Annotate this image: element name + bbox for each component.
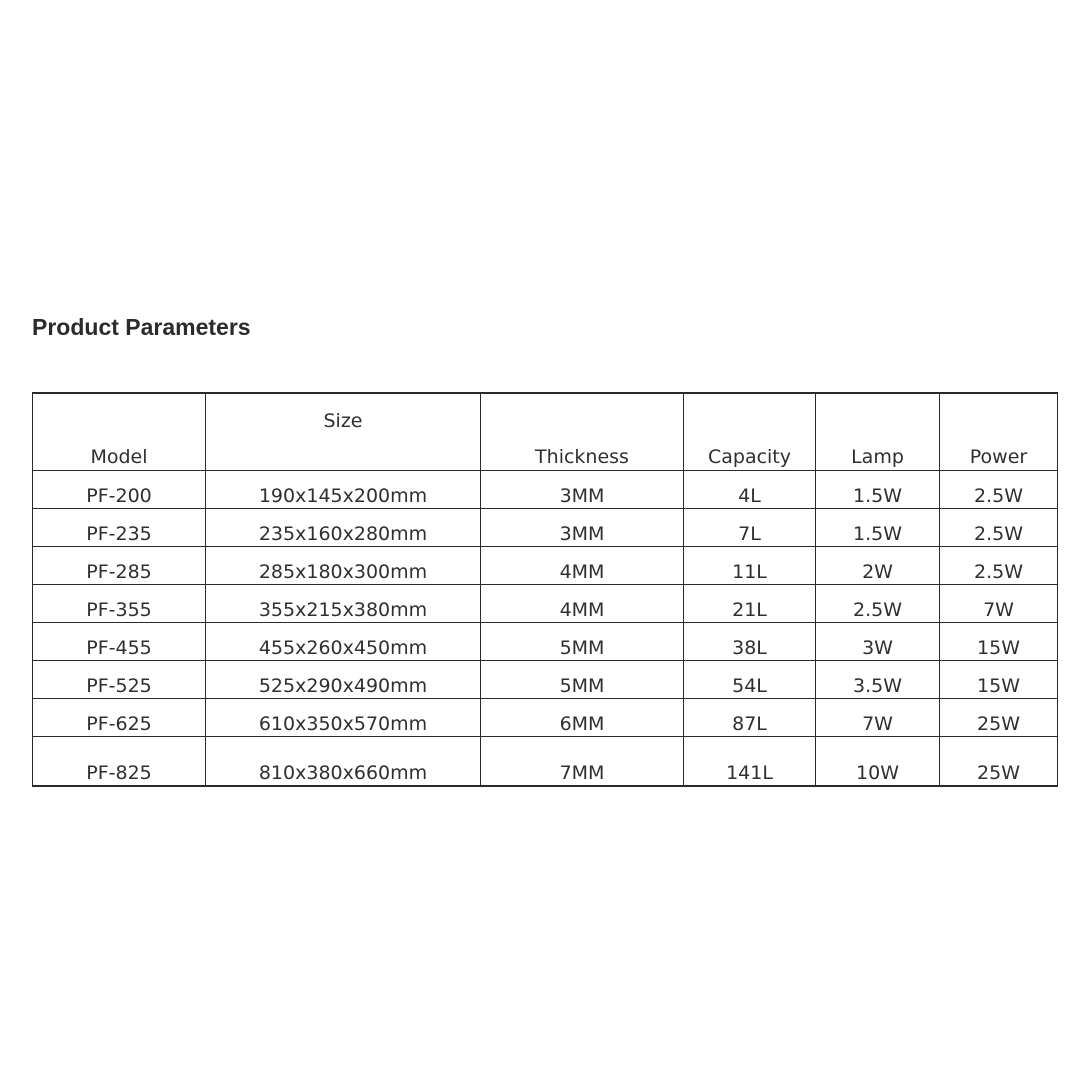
cell-power: 2.5W [940, 471, 1058, 509]
cell-lamp: 1.5W [816, 509, 940, 547]
cell-model: PF-235 [33, 509, 206, 547]
cell-capacity: 21L [684, 585, 816, 623]
page-title: Product Parameters [32, 314, 251, 340]
cell-size: 235x160x280mm [206, 509, 481, 547]
header-model: Model [33, 393, 206, 471]
cell-power: 15W [940, 623, 1058, 661]
cell-power: 7W [940, 585, 1058, 623]
cell-size: 190x145x200mm [206, 471, 481, 509]
table-row [33, 737, 1058, 787]
cell-power: 15W [940, 661, 1058, 699]
cell-size: 285x180x300mm [206, 547, 481, 585]
cell-thickness: 6MM [481, 699, 684, 737]
table-row [33, 547, 1058, 585]
product-parameters-table [32, 392, 1058, 787]
cell-model: PF-355 [33, 585, 206, 623]
cell-lamp: 7W [816, 699, 940, 737]
cell-size: 355x215x380mm [206, 585, 481, 623]
cell-thickness: 3MM [481, 471, 684, 509]
cell-capacity: 38L [684, 623, 816, 661]
table-row [33, 661, 1058, 699]
cell-lamp: 3W [816, 623, 940, 661]
cell-power: 2.5W [940, 547, 1058, 585]
cell-lamp: 2W [816, 547, 940, 585]
table-row [33, 509, 1058, 547]
header-lamp: Lamp [816, 393, 940, 471]
cell-model: PF-200 [33, 471, 206, 509]
cell-model: PF-625 [33, 699, 206, 737]
cell-thickness: 4MM [481, 547, 684, 585]
header-power: Power [940, 393, 1058, 471]
cell-power: 25W [940, 737, 1058, 787]
cell-thickness: 4MM [481, 585, 684, 623]
cell-capacity: 54L [684, 661, 816, 699]
cell-lamp: 3.5W [816, 661, 940, 699]
cell-lamp: 2.5W [816, 585, 940, 623]
cell-size: 610x350x570mm [206, 699, 481, 737]
table-row [33, 623, 1058, 661]
cell-size: 525x290x490mm [206, 661, 481, 699]
cell-model: PF-285 [33, 547, 206, 585]
cell-model: PF-825 [33, 737, 206, 787]
cell-thickness: 7MM [481, 737, 684, 787]
table-header-row [33, 393, 1058, 471]
cell-model: PF-525 [33, 661, 206, 699]
cell-capacity: 4L [684, 471, 816, 509]
cell-size: 455x260x450mm [206, 623, 481, 661]
cell-lamp: 10W [816, 737, 940, 787]
cell-capacity: 141L [684, 737, 816, 787]
cell-thickness: 3MM [481, 509, 684, 547]
header-capacity: Capacity [684, 393, 816, 471]
cell-lamp: 1.5W [816, 471, 940, 509]
table-row [33, 585, 1058, 623]
cell-capacity: 11L [684, 547, 816, 585]
cell-capacity: 7L [684, 509, 816, 547]
cell-size: 810x380x660mm [206, 737, 481, 787]
cell-model: PF-455 [33, 623, 206, 661]
cell-power: 25W [940, 699, 1058, 737]
header-thickness: Thickness [481, 393, 684, 471]
cell-capacity: 87L [684, 699, 816, 737]
header-size: Size [206, 393, 481, 471]
cell-power: 2.5W [940, 509, 1058, 547]
table-row [33, 471, 1058, 509]
cell-thickness: 5MM [481, 623, 684, 661]
table-row [33, 699, 1058, 737]
cell-thickness: 5MM [481, 661, 684, 699]
